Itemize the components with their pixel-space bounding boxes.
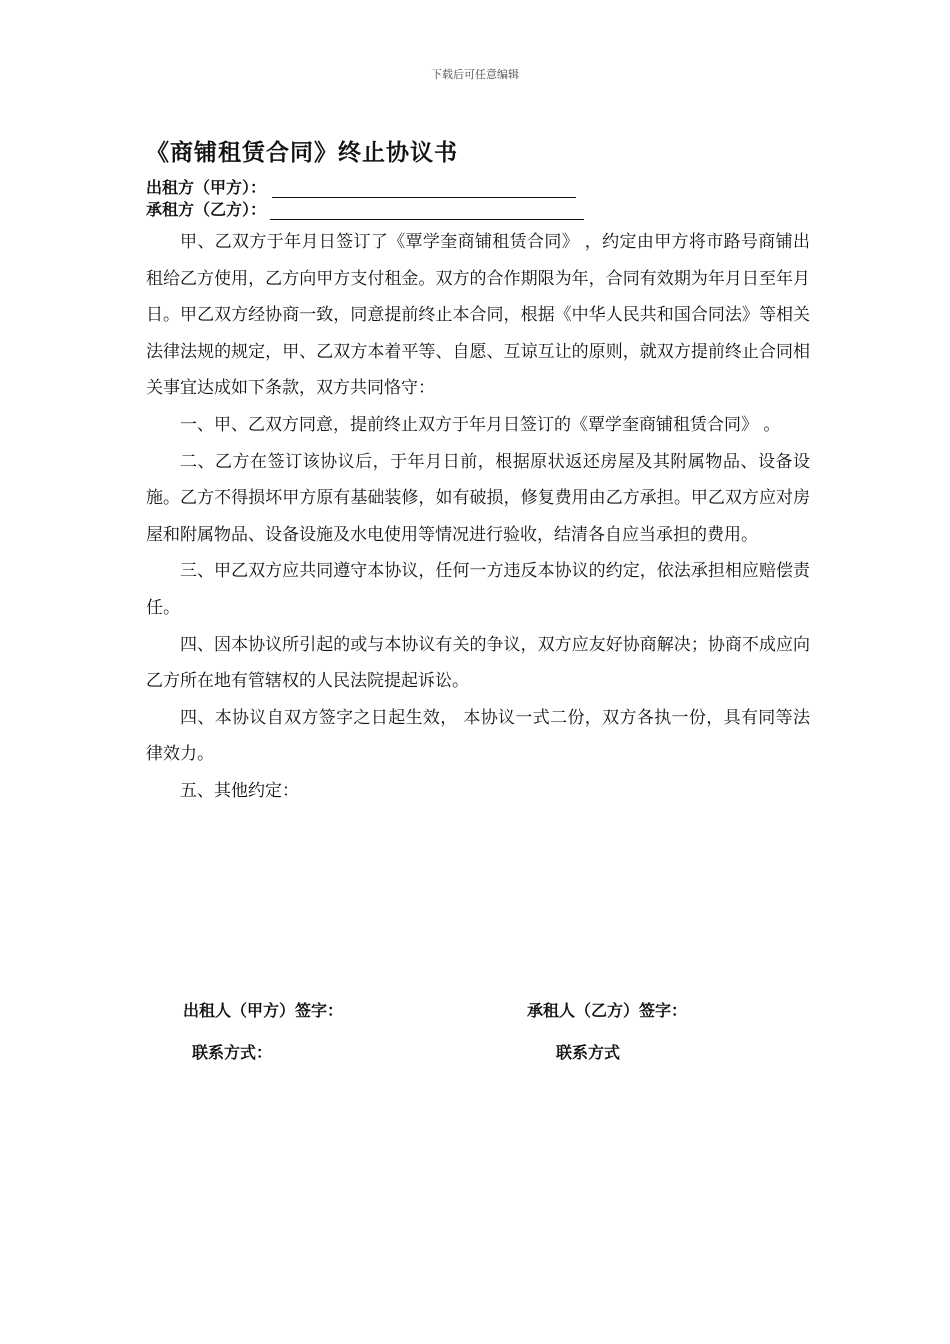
lessor-row — [146, 177, 576, 198]
header-note: 下载后可任意编辑 — [431, 68, 519, 81]
document-title: 《商铺租赁合同》终止协议书 — [146, 140, 458, 166]
lessor-label: 出租方（甲方）： — [146, 178, 267, 197]
agreement-body — [146, 224, 810, 810]
paragraph-clause-5: 五、其他约定： — [180, 780, 299, 801]
paragraph-clause-3: 三、甲乙双方应共同遵守本协议，任何一方违反本协议的约定，依法承担相应赔偿责任。 — [146, 561, 810, 618]
lessee-row — [146, 199, 584, 220]
paragraph-clause-1: 一、甲、乙双方同意，提前终止双方于年月日签订的《覃学奎商铺租赁合同》 。 — [180, 414, 781, 435]
lessee-blank-line — [270, 203, 584, 220]
paragraph-clause-2: 二、乙方在签订该协议后，于年月日前，根据原状返还房屋及其附属物品、设备设施。乙方不得损坏甲方原有基础装修，如有破损，修复费用由乙方承担。甲乙双方应对房屋和附属物品、设备设施及水电使用等情况进行验收，结清各自应当承担的费用。 — [146, 451, 810, 545]
paragraph-clause-4b: 四、本协议自双方签字之日起生效， 本协议一式二份，双方各执一份，具有同等法律效力。 — [146, 707, 810, 765]
lessor-signature-label: 出租人（甲方）签字： — [183, 1001, 344, 1020]
paragraph-preamble: 甲、乙双方于年月日签订了《覃学奎商铺租赁合同》 ，约定由甲方将市路号商铺出租给乙方使用，乙方向甲方支付租金。双方的合作期限为年，合同有效期为年月日至年月日。甲乙双方经协商一致，同意提前终止本合同，根据《中华人民共和国合同法》等相关法律法规的规定，甲、乙双方本着平等、自愿、互谅互让的原则，就双方提前终止合同相关事宜达成如下条款，双方共同恪守： — [146, 232, 810, 399]
lessor-blank-line — [272, 181, 576, 198]
lessee-signature-label: 承租人（乙方）签字： — [527, 1001, 688, 1020]
lessor-contact-label: 联系方式： — [192, 1043, 273, 1062]
lessee-contact-label: 联系方式 — [556, 1043, 621, 1062]
paragraph-clause-4: 四、因本协议所引起的或与本协议有关的争议，双方应友好协商解决；协商不成应向乙方所在地有管辖权的人民法院提起诉讼。 — [146, 634, 810, 692]
lessee-label: 承租方（乙方）： — [146, 200, 267, 219]
